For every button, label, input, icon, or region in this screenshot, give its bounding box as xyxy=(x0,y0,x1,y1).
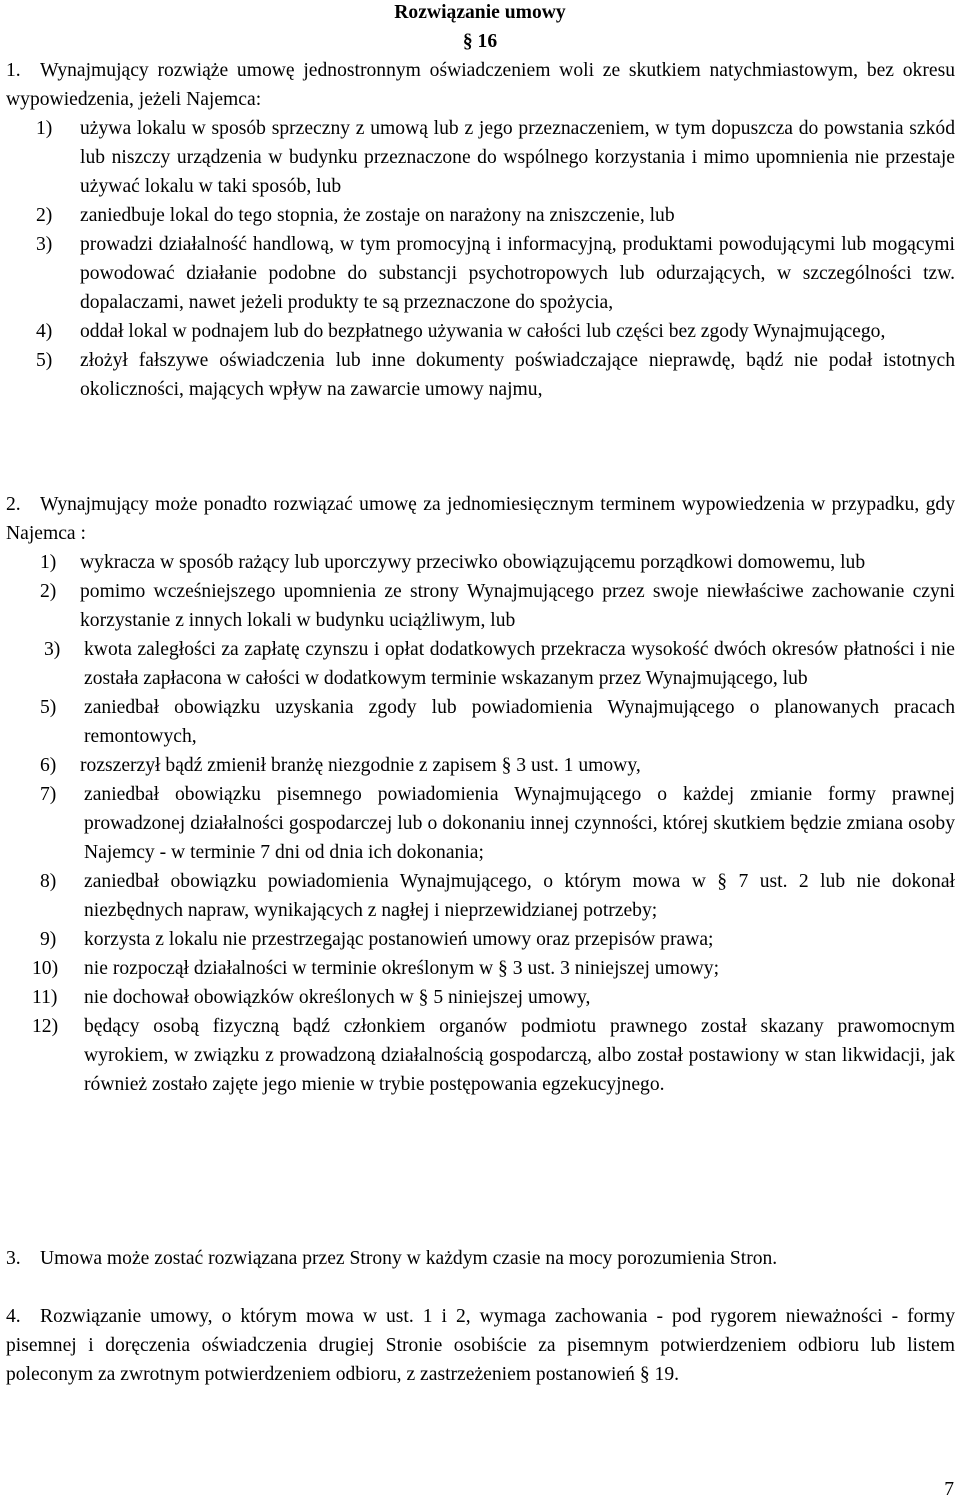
point-number: 3. xyxy=(6,1248,21,1269)
list-item: 10) nie rozpoczął działalności w terminie określonym w § 3 ust. 3 niniejszej umowy; xyxy=(32,958,720,979)
list-item: 5) zaniedbał obowiązku uzyskania zgody lub powiadomienia Wynajmującego o planowanych pracach remontowych, xyxy=(40,697,955,747)
list-item: 3) prowadzi działalność handlową, w tym promocyjną i informacyjną, produktami powodującymi lub mogącymi powodować działanie podobne do substancji psychotropowych lub odurzających, w szczególności tzw. dopalaczami, nawet jeżeli produkty te są przeznaczone do spożycia, xyxy=(36,234,955,313)
list-item: 1) wykracza w sposób rażący lub uporczywy przeciwko obowiązującemu porządkowi domowemu, lub xyxy=(40,552,866,573)
point-1 xyxy=(6,56,960,404)
list-item: 9) korzysta z lokalu nie przestrzegając postanowień umowy oraz przepisów prawa; xyxy=(40,929,714,950)
point-number: 4. xyxy=(6,1306,21,1327)
list-item: 6) rozszerzył bądź zmienił branżę niezgodnie z zapisem § 3 ust. 1 umowy, xyxy=(40,755,641,776)
point-number: 2. xyxy=(6,494,21,515)
list-item: 11) nie dochował obowiązków określonych w § 5 niniejszej umowy, xyxy=(32,987,591,1008)
point-text: Rozwiązanie umowy, o którym mowa w ust. 1 i 2, wymaga zachowania - pod rygorem nieważności - formy pisemnej i doręczenia oświadczenia drugiej Stronie osobiście za pisemnym potwierdzeniem odbioru lub listem poleconym za zwrotnym potwierdzeniem odbioru, z zastrzeżeniem postanowień § 19. xyxy=(6,1306,955,1385)
point-2 xyxy=(6,490,960,1099)
list-item: 8) zaniedbał obowiązku powiadomienia Wynajmującego, o którym mowa w § 7 ust. 2 lub nie dokonał niezbędnych napraw, wynikających z nagłej i nieprzewidzianej potrzeby; xyxy=(40,871,955,921)
list-item: 7) zaniedbał obowiązku pisemnego powiadomienia Wynajmującego o każdej zmianie formy prawnej prowadzonej działalności gospodarczej lub o dokonaniu innej czynności, której skutkiem będzie zmiana osoby Najemcy - w terminie 7 dni od dnia ich dokonania; xyxy=(40,784,955,863)
list-item: 12) będący osobą fizyczną bądź członkiem organów podmiotu prawnego został skazany prawomocnym wyrokiem, w związku z prowadzoną działalnością gospodarczą, albo został postawiony w stan likwidacji, jak również zostało zajęte jego mienie w trybie postępowania egzekucyjnego. xyxy=(32,1016,955,1095)
point-3 xyxy=(6,1244,960,1273)
document-title: Rozwiązanie umowy xyxy=(394,2,566,23)
point-text: Umowa może zostać rozwiązana przez Strony w każdym czasie na mocy porozumienia Stron. xyxy=(40,1248,778,1269)
point-4 xyxy=(6,1302,960,1389)
list-item: 4) oddał lokal w podnajem lub do bezpłatnego używania w całości lub części bez zgody Wynajmującego, xyxy=(36,321,886,342)
list-item: 2) pomimo wcześniejszego upomnienia ze strony Wynajmującego przez swoje niewłaściwe zachowanie czyni korzystanie z innych lokali w budynku uciążliwym, lub xyxy=(40,581,955,631)
list-item: 2) zaniedbuje lokal do tego stopnia, że zostaje on narażony na zniszczenie, lub xyxy=(36,205,675,226)
list-item: 3) kwota zaległości za zapłatę czynszu i opłat dodatkowych przekracza wysokość dwóch okresów płatności i nie została zapłacona w całości w dodatkowym terminie wskazanym przez Wynajmującego, lub xyxy=(44,639,955,689)
point-intro: Wynajmujący rozwiąże umowę jednostronnym oświadczeniem woli ze skutkiem natychmiastowym, bez okresu wypowiedzenia, jeżeli Najemca: xyxy=(6,60,955,110)
point-intro: Wynajmujący może ponadto rozwiązać umowę za jednomiesięcznym terminem wypowiedzenia w przypadku, gdy Najemca : xyxy=(6,494,955,544)
list-item: 1) używa lokalu w sposób sprzeczny z umową lub z jego przeznaczeniem, w tym dopuszcza do powstania szkód lub niszczy urządzenia w budynku przeznaczone do wspólnego korzystania i mimo upomnienia nie przestaje używać lokalu w taki sposób, lub xyxy=(36,118,955,197)
page-number: 7 xyxy=(944,1479,954,1500)
point-number: 1. xyxy=(6,60,21,81)
list-item: 5) złożył fałszywe oświadczenia lub inne dokumenty poświadczające nieprawdę, bądź nie podał istotnych okoliczności, mających wpływ na zawarcie umowy najmu, xyxy=(36,350,955,400)
paragraph-number: § 16 xyxy=(462,31,498,52)
